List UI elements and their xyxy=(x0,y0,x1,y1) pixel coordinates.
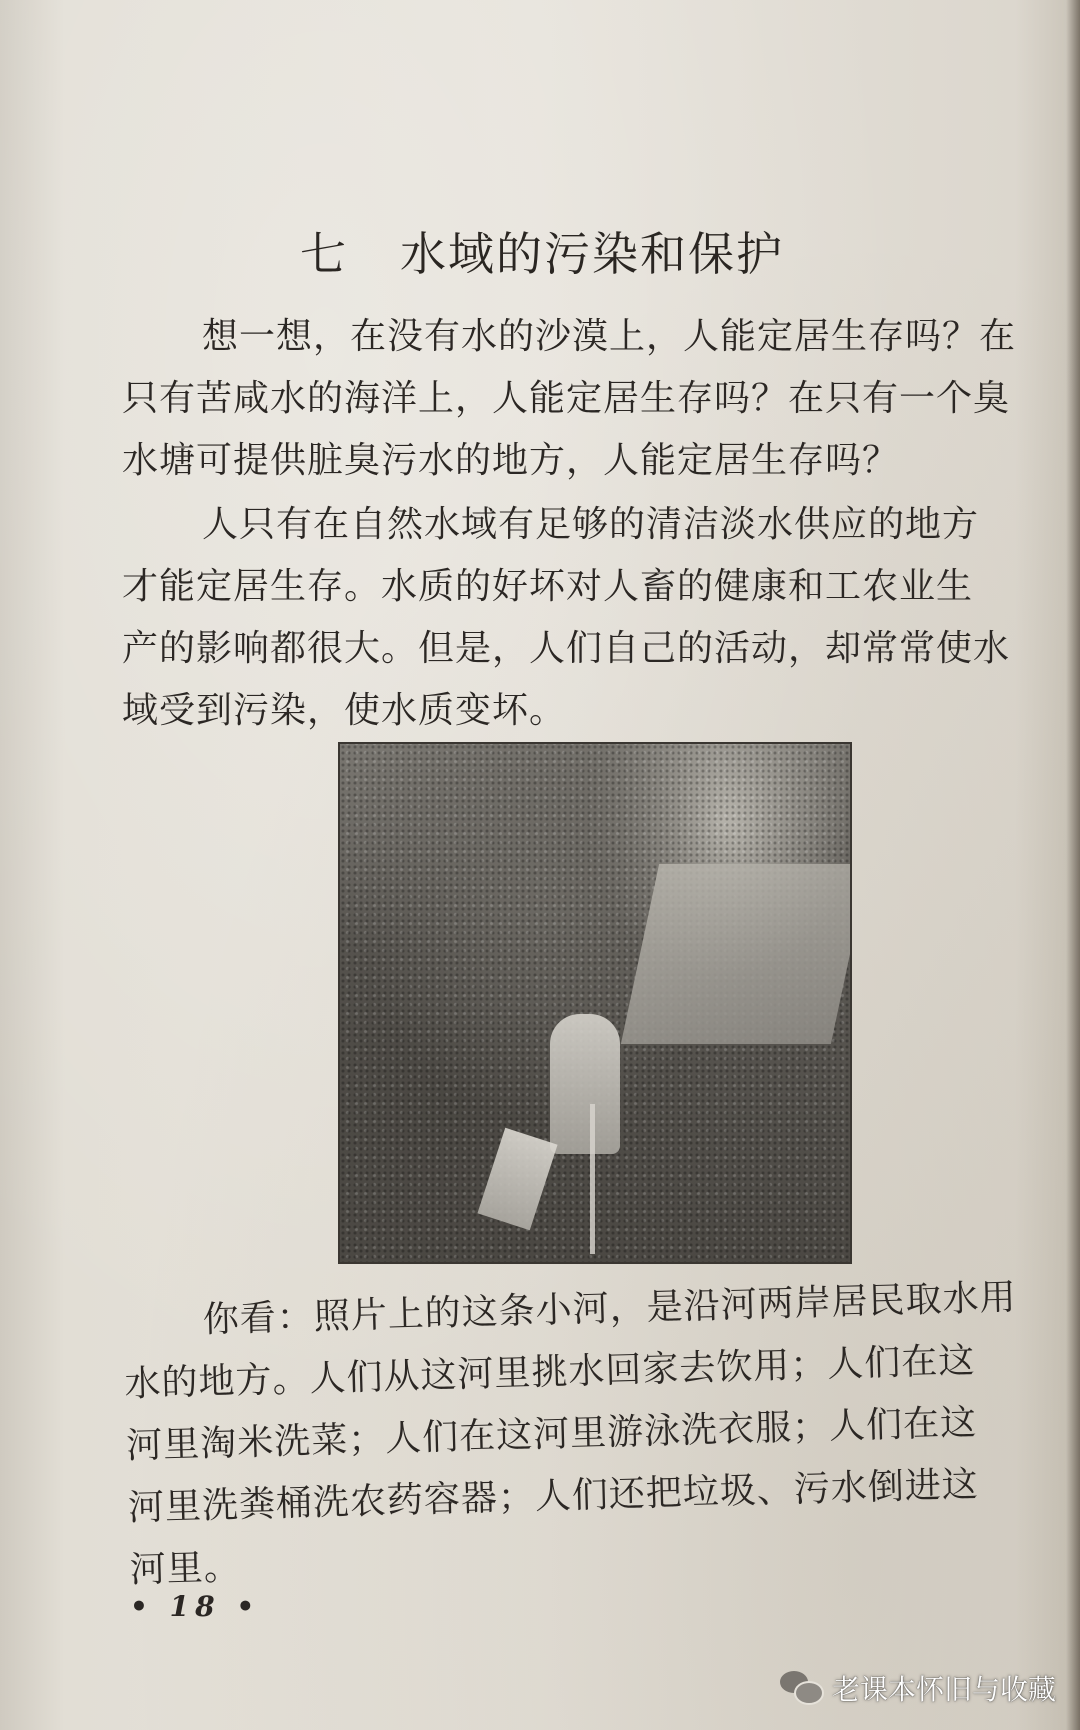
section-title: 水域的污染和保护 xyxy=(400,227,784,281)
paragraph-line: 只有苦咸水的海洋上，人能定居生存吗？在只有一个臭 xyxy=(122,378,1011,419)
paragraph-2 xyxy=(122,494,1032,742)
watermark xyxy=(780,1668,1056,1708)
watermark-text: 老课本怀旧与收藏 xyxy=(832,1673,1057,1706)
river-photograph xyxy=(338,742,852,1264)
paragraph-line: 域受到污染，使水质变坏。 xyxy=(122,690,567,731)
paragraph-line: 想一想，在没有水的沙漠上，人能定居生存吗？在 xyxy=(202,316,1017,357)
wechat-icon xyxy=(780,1671,824,1705)
paragraph-3 xyxy=(122,1267,1040,1602)
carrying-pole xyxy=(590,1104,595,1254)
paragraph-line: 水的地方。人们从这河里挑水回家去饮用；人们在这 xyxy=(124,1340,976,1405)
paragraph-line: 你看：照片上的这条小河，是沿河两岸居民取水用 xyxy=(202,1277,1018,1341)
paragraph-line: 产的影响都很大。但是，人们自己的活动，却常常使水 xyxy=(122,628,1011,669)
person-figure xyxy=(550,1014,620,1154)
page-number: • 18 • xyxy=(130,1590,261,1623)
paragraph-line: 水塘可提供脏臭污水的地方，人能定居生存吗？ xyxy=(122,440,900,481)
bucket xyxy=(477,1128,557,1231)
section-heading xyxy=(300,218,860,284)
paragraph-line: 才能定居生存。水质的好坏对人畜的健康和工农业生 xyxy=(122,566,974,607)
river-water xyxy=(621,864,852,1044)
section-number: 七 xyxy=(300,227,348,281)
paragraph-line: 人只有在自然水域有足够的清洁淡水供应的地方 xyxy=(202,504,980,545)
paragraph-line: 河里洗粪桶洗农药容器；人们还把垃圾、污水倒进这 xyxy=(127,1464,980,1529)
paragraph-line: 河里淘米洗菜；人们在这河里游泳洗衣服；人们在这 xyxy=(125,1402,978,1467)
paragraph-line: 河里。 xyxy=(129,1546,242,1591)
paragraph-1 xyxy=(122,306,1032,492)
